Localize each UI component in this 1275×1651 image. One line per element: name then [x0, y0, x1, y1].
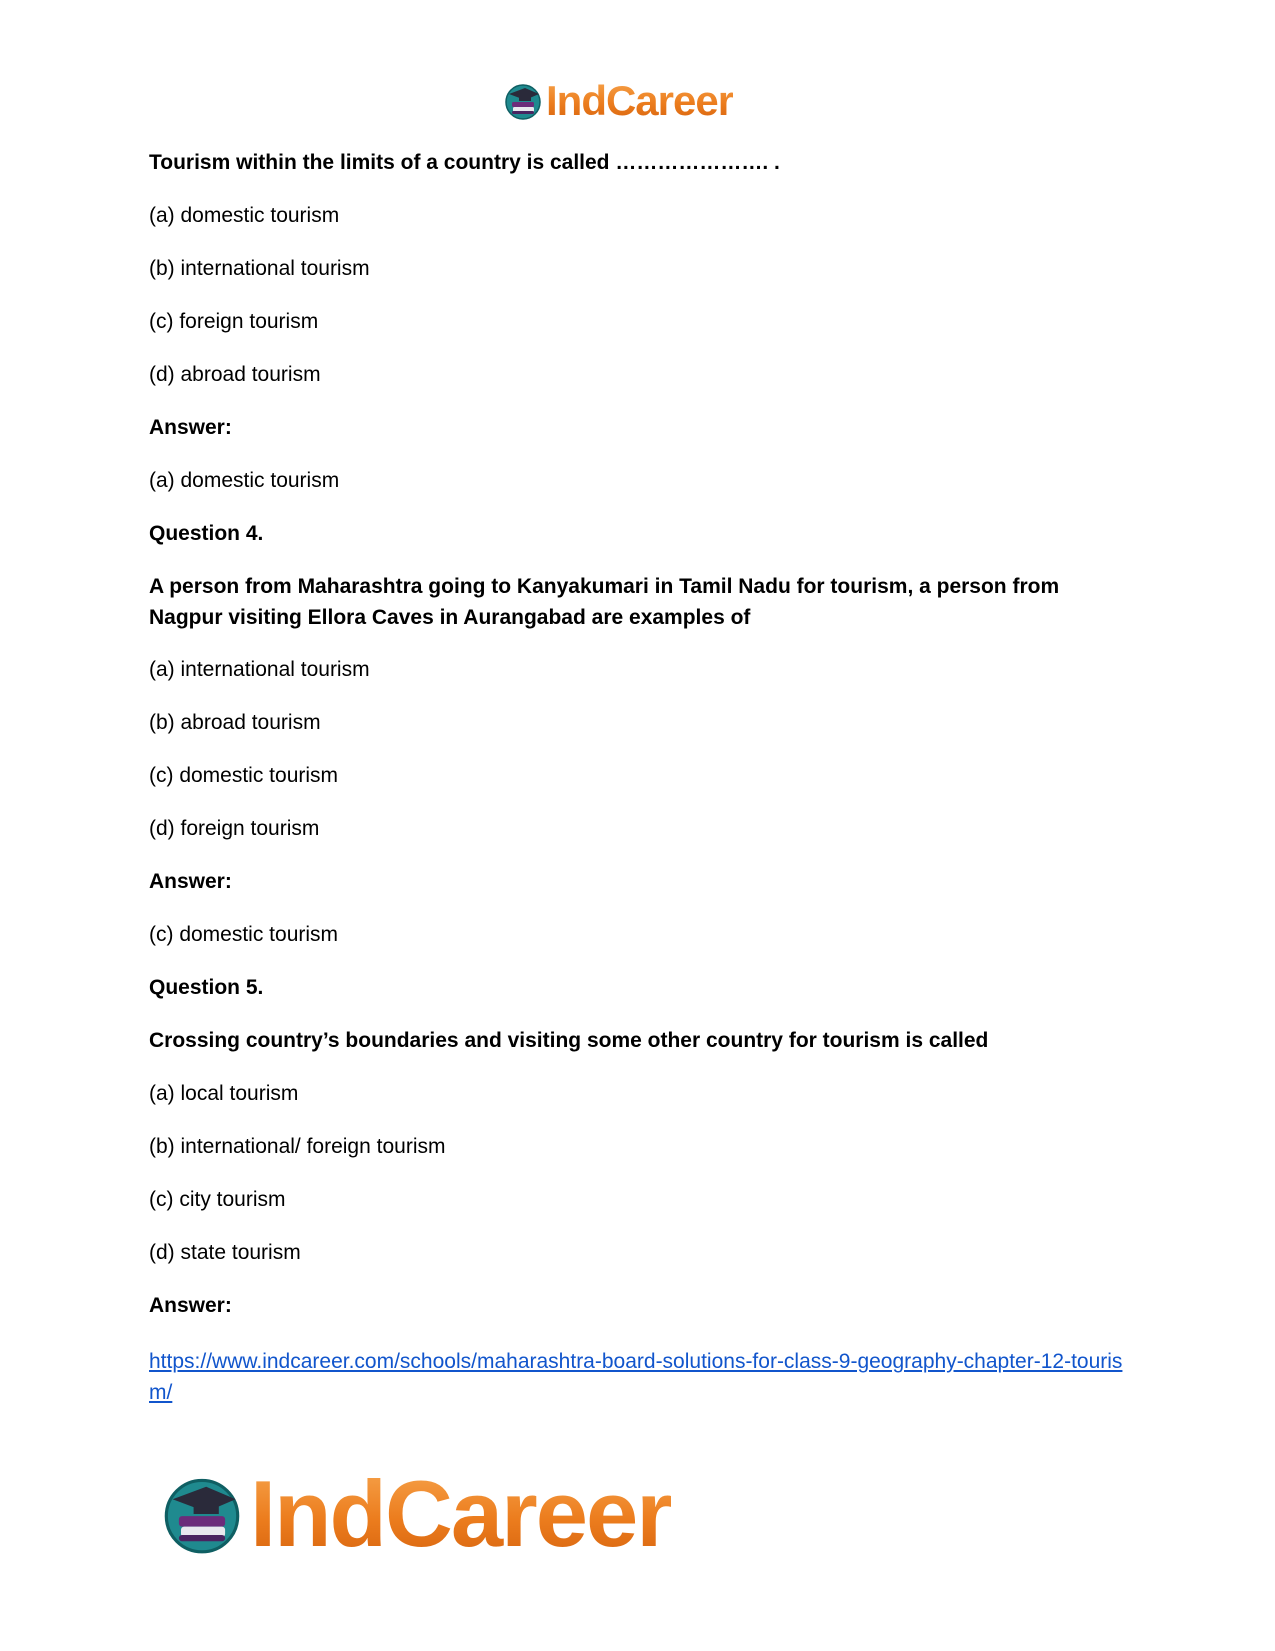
q4-option-b: (b) abroad tourism	[149, 711, 321, 734]
q3-option-b: (b) international tourism	[149, 257, 370, 280]
footer-logo	[160, 1461, 671, 1566]
question-5-text: Crossing country’s boundaries and visiting some other country for tourism is called	[149, 1029, 989, 1052]
question-4-heading: Question 4.	[149, 522, 264, 545]
question-5-heading: Question 5.	[149, 976, 264, 999]
q5-option-a: (a) local tourism	[149, 1082, 299, 1105]
q4-answer: (c) domestic tourism	[149, 923, 339, 946]
header-logo	[503, 77, 734, 124]
question-3-text: Tourism within the limits of a country is called …………………. .	[149, 151, 780, 174]
question-4-text: A person from Maharashtra going to Kanyakumari in Tamil Nadu for tourism, a person from Nagpur visiting Ellora Caves in Aurangabad are examples of	[149, 575, 1060, 629]
graduation-cap-books-icon	[160, 1472, 244, 1556]
q5-option-c: (c) city tourism	[149, 1188, 286, 1211]
source-link[interactable]: https://www.indcareer.com/schools/maharashtra-board-solutions-for-class-9-geography-chapter-12-tourism/	[149, 1350, 1123, 1404]
q4-option-d: (d) foreign tourism	[149, 817, 320, 840]
q3-answer-label: Answer:	[149, 416, 232, 439]
q4-option-c: (c) domestic tourism	[149, 764, 339, 787]
graduation-cap-books-icon	[503, 81, 543, 121]
q3-option-a: (a) domestic tourism	[149, 204, 340, 227]
q5-option-b: (b) international/ foreign tourism	[149, 1135, 446, 1158]
q5-answer-label: Answer:	[149, 1294, 232, 1317]
q5-option-d: (d) state tourism	[149, 1241, 301, 1264]
q4-answer-label: Answer:	[149, 870, 232, 893]
brand-name: IndCareer	[250, 1461, 671, 1566]
brand-name: IndCareer	[546, 77, 734, 124]
q4-option-a: (a) international tourism	[149, 658, 370, 681]
q3-option-d: (d) abroad tourism	[149, 363, 321, 386]
q3-answer: (a) domestic tourism	[149, 469, 340, 492]
q3-option-c: (c) foreign tourism	[149, 310, 319, 333]
